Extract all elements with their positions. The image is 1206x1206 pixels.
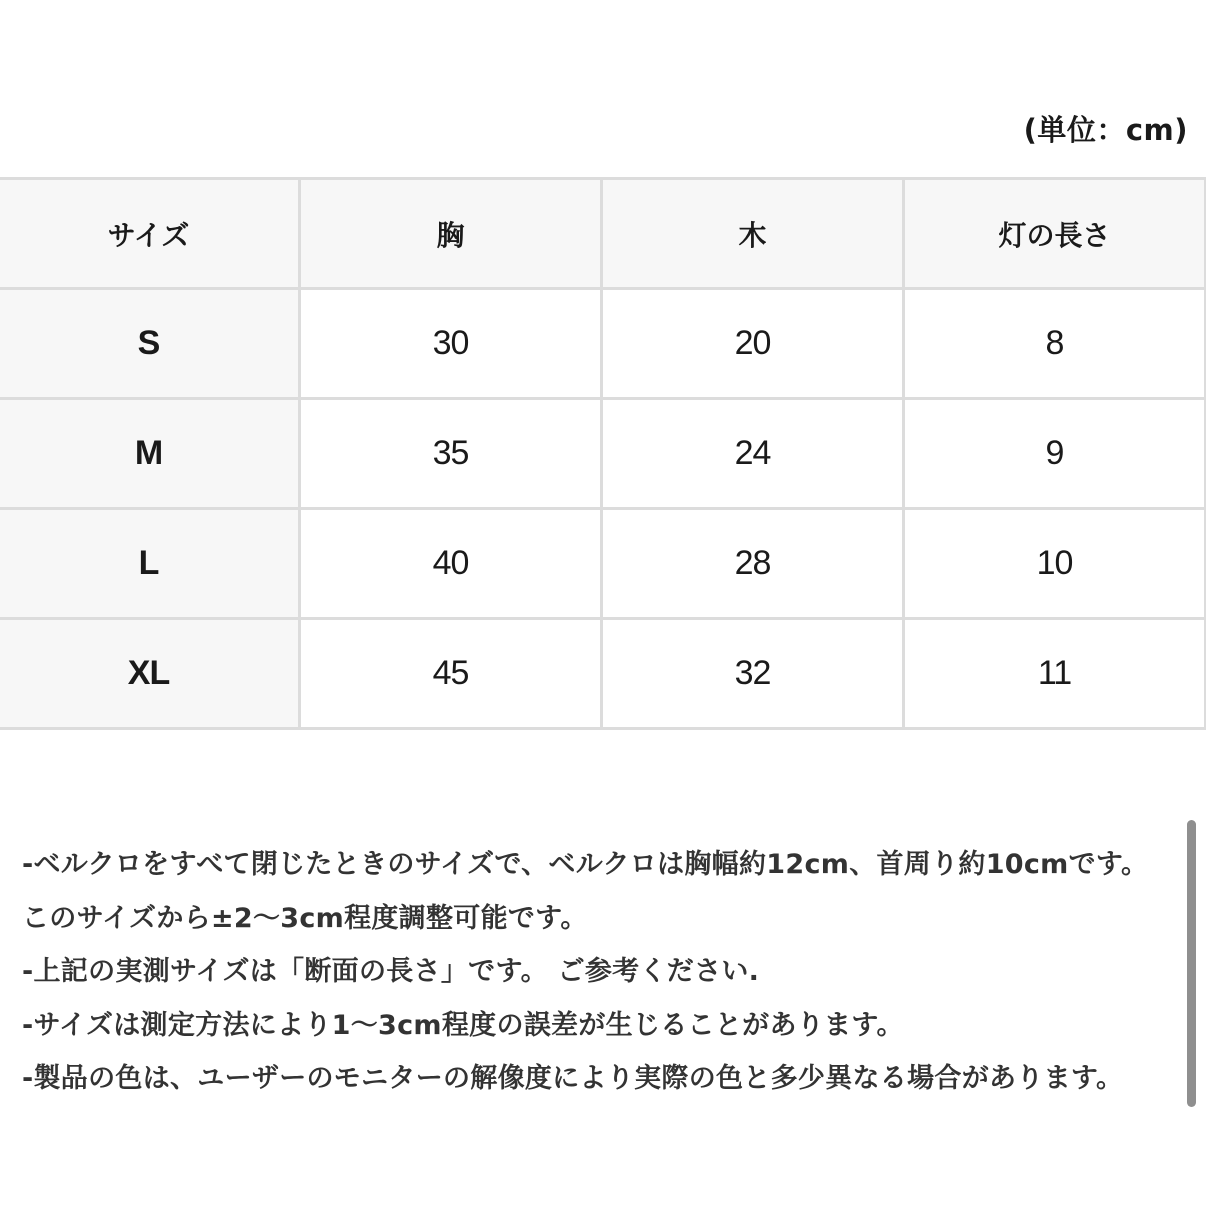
length-value: 9 bbox=[904, 399, 1206, 509]
length-value: 10 bbox=[904, 509, 1206, 619]
chest-value: 30 bbox=[300, 289, 602, 399]
table-row bbox=[0, 619, 1206, 729]
note-line: -ベルクロをすべて閉じたときのサイズで、ベルクロは胸幅約12cm、首周り約10cmです。 bbox=[22, 849, 1149, 880]
length-value: 8 bbox=[904, 289, 1206, 399]
note-line: このサイズから±2〜3cm程度調整可能です。 bbox=[22, 902, 588, 934]
size-chart-table bbox=[0, 177, 1206, 730]
neck-value: 24 bbox=[602, 399, 904, 509]
chest-value: 35 bbox=[300, 399, 602, 509]
note-line: -製品の色は、ユーザーのモニターの解像度により実際の色と多少異なる場合があります。 bbox=[22, 1063, 1124, 1094]
note-line: -上記の実測サイズは「断面の長さ」です。 ご参考ください. bbox=[22, 956, 760, 987]
neck-value: 32 bbox=[602, 619, 904, 729]
length-value: 11 bbox=[904, 619, 1206, 729]
neck-value: 20 bbox=[602, 289, 904, 399]
table-row bbox=[0, 399, 1206, 509]
table-row bbox=[0, 509, 1206, 619]
size-label: M bbox=[0, 399, 300, 509]
header-neck: 木 bbox=[602, 179, 904, 289]
header-size: サイズ bbox=[0, 179, 300, 289]
size-label: XL bbox=[0, 619, 300, 729]
table-header-row bbox=[0, 179, 1206, 289]
notes-section bbox=[22, 838, 1172, 1106]
neck-value: 28 bbox=[602, 509, 904, 619]
note-line: -サイズは測定方法により1〜3cm程度の誤差が生じることがあります。 bbox=[22, 1009, 904, 1041]
table-row bbox=[0, 289, 1206, 399]
size-label: L bbox=[0, 509, 300, 619]
chest-value: 45 bbox=[300, 619, 602, 729]
scrollbar[interactable] bbox=[1187, 820, 1196, 1107]
size-label: S bbox=[0, 289, 300, 399]
unit-note: (単位：cm) bbox=[1023, 113, 1188, 147]
header-length: 灯の長さ bbox=[904, 179, 1206, 289]
chest-value: 40 bbox=[300, 509, 602, 619]
header-chest: 胸 bbox=[300, 179, 602, 289]
